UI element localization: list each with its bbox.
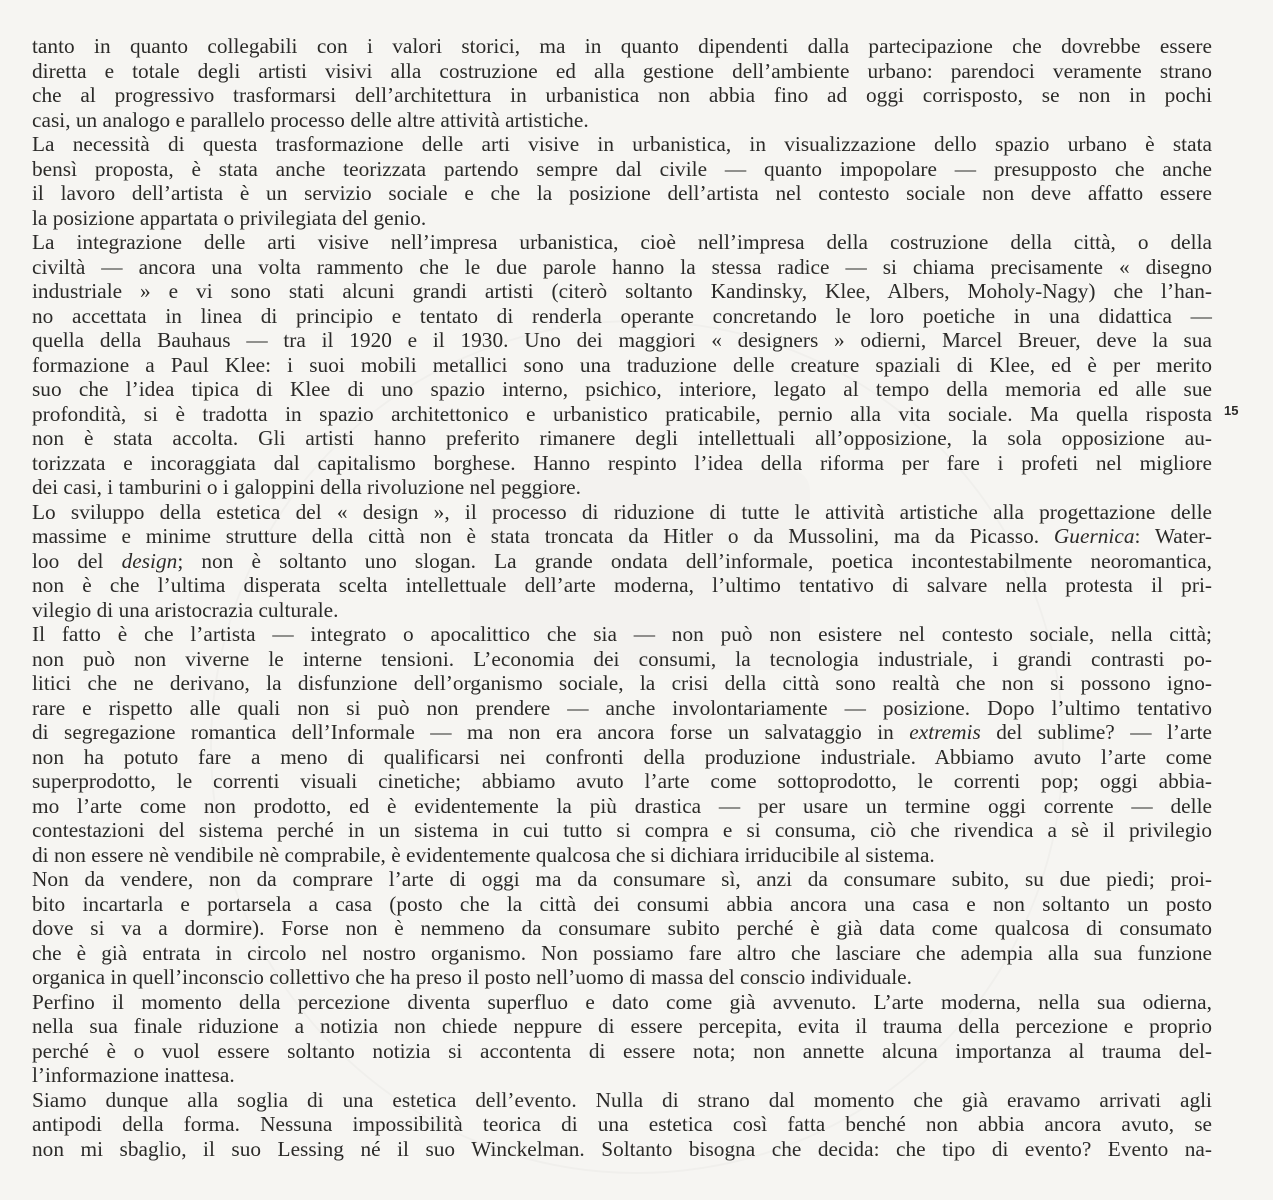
text-line bbox=[32, 328, 1212, 353]
text-fragment: : Water- bbox=[1134, 524, 1212, 548]
text-fragment: che al progressivo trasformarsi dell’architettura in urbanistica non abbia fino ad oggi corrisposto, se non in pochi bbox=[32, 83, 1212, 107]
text-line bbox=[32, 1088, 1212, 1113]
italic-text: Guernica bbox=[1053, 524, 1135, 548]
text-line bbox=[32, 230, 1212, 255]
text-line bbox=[32, 1112, 1212, 1137]
text-fragment: che è già entrata in circolo nel nostro organismo. Non possiamo fare altro che lasciare che adempia alla sua funzione bbox=[32, 940, 1212, 965]
text-line bbox=[32, 696, 1212, 721]
text-line bbox=[32, 1039, 1212, 1064]
text-fragment: non è che l’ultima disperata scelta intellettuale dell’arte moderna, l’ultimo tentativo di salvare nella protesta il pri- bbox=[32, 573, 1212, 597]
text-line bbox=[32, 573, 1212, 598]
text-line bbox=[32, 549, 1212, 574]
text-line bbox=[32, 598, 1212, 623]
text-fragment: tanto in quanto collegabili con i valori storici, ma in quanto dipendenti dalla partecipazione che dovrebbe essere bbox=[32, 34, 1212, 58]
text-fragment: ; non è soltanto uno slogan. La grande ondata dell’informale, poetica incontestabilmente neoromantica, bbox=[177, 548, 1212, 573]
text-fragment: del sublime? — l’arte bbox=[980, 720, 1212, 744]
text-fragment: di segregazione romantica dell’Informale — ma non era ancora forse un salvataggio in bbox=[32, 720, 910, 744]
text-line bbox=[32, 745, 1212, 770]
text-fragment: non può non viverne le interne tensioni. L’economia dei consumi, la tecnologia industriale, i grandi contrasti po- bbox=[32, 646, 1212, 671]
text-line bbox=[32, 206, 1212, 231]
text-line bbox=[32, 34, 1212, 59]
text-line bbox=[32, 500, 1212, 525]
text-fragment: diretta e totale degli artisti visivi alla costruzione ed alla gestione dell’ambiente urbano: parendoci veramente strano bbox=[32, 58, 1212, 83]
text-line bbox=[32, 181, 1212, 206]
text-line bbox=[32, 990, 1212, 1015]
text-line bbox=[32, 622, 1212, 647]
text-fragment: La necessità di questa trasformazione delle arti visive in urbanistica, in visualizzazione dello spazio urbano è stata bbox=[32, 132, 1212, 156]
text-line bbox=[32, 451, 1212, 476]
text-fragment: Lo sviluppo della estetica del « design », il processo di riduzione di tutte le attività artistiche alla progettazione delle bbox=[32, 499, 1212, 524]
text-fragment: vilegio di una aristocrazia culturale. bbox=[32, 597, 339, 622]
text-fragment: dei casi, i tamburini o i galoppini della rivoluzione nel peggiore. bbox=[32, 475, 581, 499]
text-fragment: nella sua finale riduzione a notizia non chiede neppure di essere percepita, evita il trauma della percezione e proprio bbox=[32, 1014, 1212, 1038]
italic-text: extremis bbox=[909, 720, 981, 744]
text-fragment: Perfino il momento della percezione diventa superfluo e dato come già avvenuto. L’arte moderna, nella sua odierna, bbox=[32, 989, 1212, 1014]
text-fragment: bensì proposta, è stata anche teorizzata partendo sempre dal civile — quanto impopolare — presupposto che anche bbox=[32, 156, 1212, 181]
text-fragment: La integrazione delle arti visive nell’impresa urbanistica, cioè nell’impresa della costruzione della città, o della bbox=[32, 230, 1212, 254]
text-fragment: torizzata e incoraggiata dal capitalismo borghese. Hanno respinto l’idea della riforma per fare i profeti nel migliore bbox=[32, 450, 1212, 475]
text-line bbox=[32, 402, 1212, 427]
text-fragment: dove si va a dormire). Forse non è nemmeno da consumare subito perché è già data come qualcosa di consumato bbox=[32, 916, 1212, 940]
text-line bbox=[32, 353, 1212, 378]
text-fragment: l’informazione inattesa. bbox=[32, 1063, 235, 1087]
text-fragment: no accettata in linea di principio e tentato di renderla operante concretando le loro poetiche in una didattica — bbox=[32, 303, 1212, 328]
text-fragment: antipodi della forma. Nessuna impossibilità teorica di una estetica così fatta benché non abbia ancora avuto, se bbox=[32, 1112, 1212, 1136]
text-fragment: la posizione appartata o privilegiata del genio. bbox=[32, 205, 427, 230]
text-line bbox=[32, 965, 1212, 990]
text-line bbox=[32, 524, 1212, 549]
text-line bbox=[32, 794, 1212, 819]
text-fragment: superprodotto, le correnti visuali cinetiche; abbiamo avuto l’arte come sottoprodotto, le correnti pop; oggi abbia- bbox=[32, 769, 1212, 793]
text-line bbox=[32, 255, 1212, 280]
text-line bbox=[32, 83, 1212, 108]
text-line bbox=[32, 671, 1212, 696]
text-fragment: casi, un analogo e parallelo processo delle altre attività artistiche. bbox=[32, 107, 589, 132]
text-line bbox=[32, 132, 1212, 157]
text-fragment: mo l’arte come non prodotto, ed è evidentemente la più drastica — per usare un termine oggi corrente — delle bbox=[32, 793, 1212, 818]
text-fragment: profondità, si è tradotta in spazio architettonico e urbanistico praticabile, pernio alla vita sociale. Ma quella risposta bbox=[32, 401, 1212, 426]
text-fragment: Siamo dunque alla soglia di una estetica dell’evento. Nulla di strano dal momento che già eravamo arrivati agli bbox=[32, 1087, 1212, 1112]
text-fragment: Il fatto è che l’artista — integrato o apocalittico che sia — non può non esistere nel contesto sociale, nella città; bbox=[32, 622, 1212, 646]
text-line bbox=[32, 647, 1212, 672]
text-fragment: perché è o vuol essere soltanto notizia si accontenta di essere nota; non annette alcuna importanza al trauma del- bbox=[32, 1038, 1212, 1063]
text-line bbox=[32, 59, 1212, 84]
text-fragment: quella della Bauhaus — tra il 1920 e il 1930. Uno dei maggiori « designers » odierni, Marcel Breuer, deve la sua bbox=[32, 328, 1212, 352]
text-fragment: bito incartarla e portarsela a casa (posto che la città dei consumi abbia ancora una casa e non soltanto un posto bbox=[32, 891, 1212, 916]
text-fragment: Non da vendere, non da comprare l’arte di oggi ma da consumare sì, anzi da consumare subito, su due piedi; proi- bbox=[32, 867, 1212, 891]
text-line bbox=[32, 720, 1212, 745]
text-line bbox=[32, 157, 1212, 182]
text-line bbox=[32, 916, 1212, 941]
text-line bbox=[32, 818, 1212, 843]
text-fragment: rare e rispetto alle quali non si può non prendere — anche involontariamente — posizione. Dopo l’ultimo tentativo bbox=[32, 695, 1212, 720]
text-line bbox=[32, 108, 1212, 133]
text-fragment: non è stata accolta. Gli artisti hanno preferito rimanere degli intellettuali all’opposizione, la sola opposizione au- bbox=[32, 426, 1212, 450]
text-fragment: contestazioni del sistema perché in un sistema in cui tutto si compra e si consuma, ciò che rivendica a sè il privilegio bbox=[32, 818, 1212, 842]
text-fragment: formazione a Paul Klee: i suoi mobili metallici sono una traduzione delle creature spaziali di Klee, ed è per merito bbox=[32, 352, 1212, 377]
text-line bbox=[32, 941, 1212, 966]
text-fragment: civiltà — ancora una volta rammento che le due parole hanno la stessa radice — si chiama precisamente « disegno bbox=[32, 254, 1212, 279]
text-line bbox=[32, 279, 1212, 304]
text-line bbox=[32, 1063, 1212, 1088]
text-line bbox=[32, 475, 1212, 500]
text-line bbox=[32, 1014, 1212, 1039]
text-line bbox=[32, 892, 1212, 917]
text-fragment: non ha potuto fare a meno di qualificarsi nei confronti della produzione industriale. Abbiamo avuto l’arte come bbox=[32, 744, 1212, 769]
text-line bbox=[32, 843, 1212, 868]
text-line bbox=[32, 426, 1212, 451]
italic-text: design bbox=[121, 548, 178, 573]
text-fragment: di non essere nè vendibile nè comprabile, è evidentemente qualcosa che si dichiara irriducibile al sistema. bbox=[32, 842, 935, 867]
text-fragment: non mi sbaglio, il suo Lessing né il suo Winckelman. Soltanto bisogna che decida: che tipo di evento? Evento na- bbox=[32, 1136, 1212, 1161]
text-line bbox=[32, 769, 1212, 794]
text-fragment: organica in quell’inconscio collettivo che ha preso il posto nell’uomo di massa del conscio individuale. bbox=[32, 965, 912, 989]
text-line bbox=[32, 867, 1212, 892]
text-fragment: suo che l’idea tipica di Klee di uno spazio interno, psichico, interiore, legato al tempo della memoria ed alle sue bbox=[32, 377, 1212, 401]
text-fragment: massime e minime strutture della città non è stata troncata da Hitler o da Mussolini, ma da Picasso. bbox=[32, 524, 1054, 548]
text-line bbox=[32, 377, 1212, 402]
text-line bbox=[32, 304, 1212, 329]
body-text bbox=[32, 34, 1212, 1161]
text-fragment: industriale » e vi sono stati alcuni grandi artisti (citerò soltanto Kandinsky, Klee, Albers, Moholy-Nagy) che l’han- bbox=[32, 279, 1212, 303]
text-fragment: il lavoro dell’artista è un servizio sociale e che la posizione dell’artista nel contesto sociale non deve affatto essere bbox=[32, 181, 1212, 205]
text-fragment: litici che ne derivano, la disfunzione dell’organismo sociale, la crisi della città sono realtà che non si possono igno- bbox=[32, 671, 1212, 695]
text-line bbox=[32, 1137, 1212, 1162]
text-fragment: loo del bbox=[32, 548, 122, 573]
page-number: 15 bbox=[1224, 403, 1239, 418]
